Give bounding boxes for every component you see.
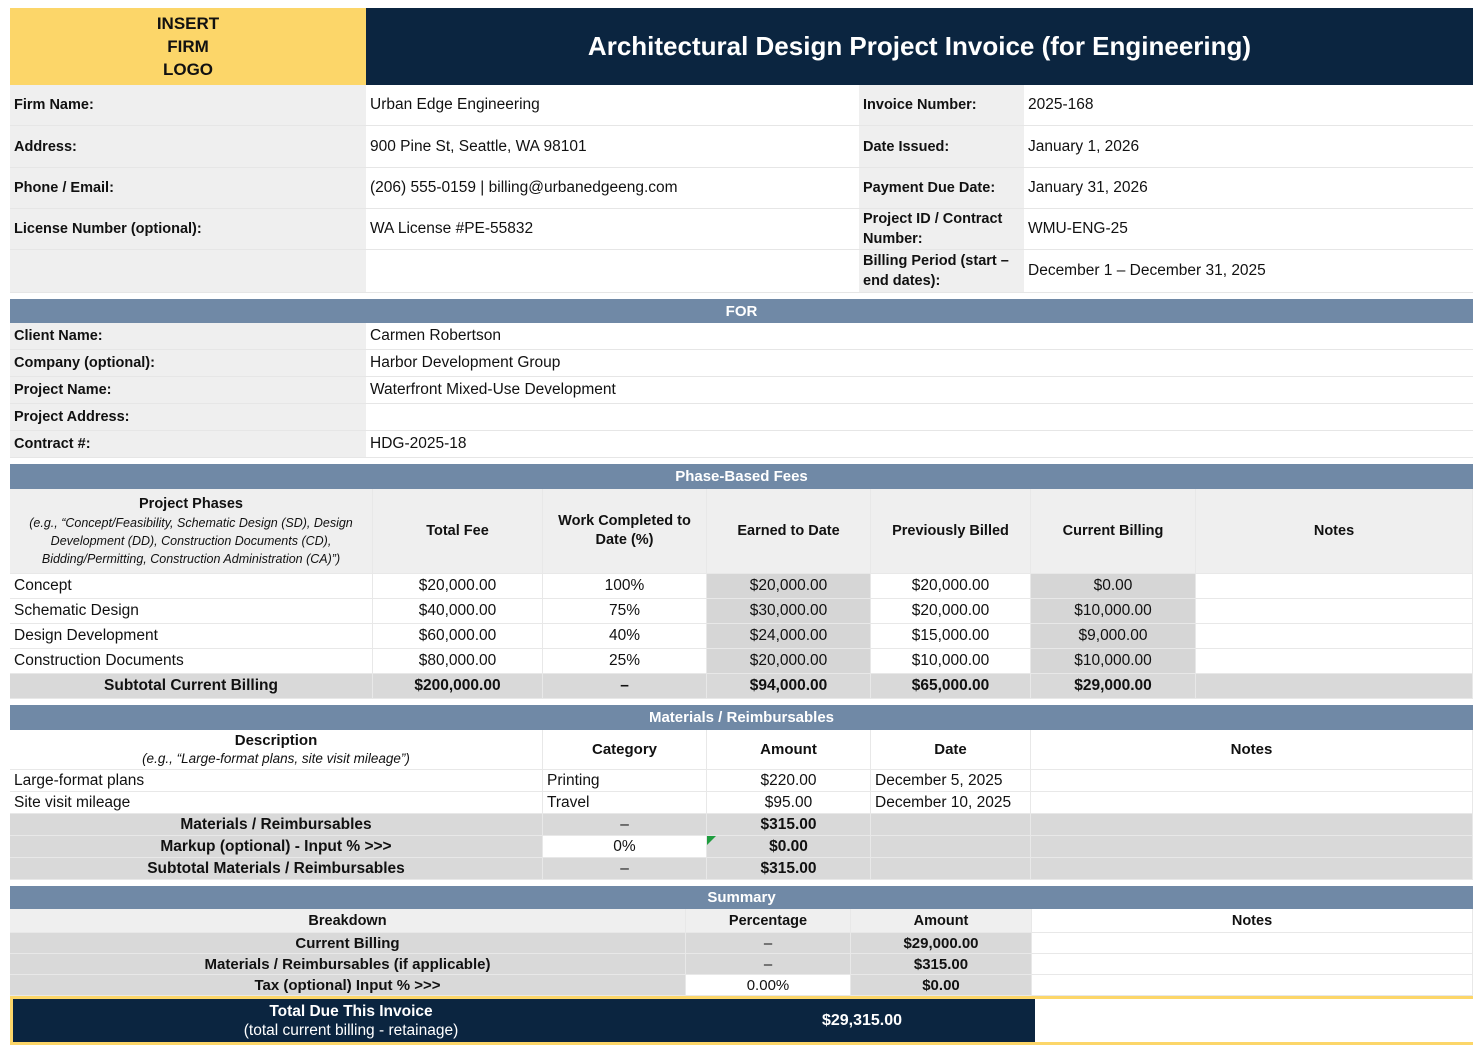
address-label: Address: xyxy=(10,126,366,168)
phase-subtotal-current: $29,000.00 xyxy=(1031,674,1196,699)
phase-earned-cell: $20,000.00 xyxy=(707,574,871,599)
total-due-notes[interactable] xyxy=(1035,999,1476,1042)
phase-earned-cell: $24,000.00 xyxy=(707,624,871,649)
col-current-billing: Current Billing xyxy=(1031,489,1196,574)
phase-subtotal-prev: $65,000.00 xyxy=(871,674,1031,699)
col-description xyxy=(10,730,543,770)
materials-total-notes xyxy=(1031,814,1473,836)
invoice-number-label: Invoice Number: xyxy=(859,85,1024,126)
summary-notes-cell[interactable] xyxy=(1032,954,1473,975)
markup-date xyxy=(871,836,1031,858)
materials-subtotal-label: Subtotal Materials / Reimbursables xyxy=(10,858,543,880)
phase-prev-cell[interactable]: $20,000.00 xyxy=(871,599,1031,624)
invoice-title: Architectural Design Project Invoice (for Engineering) xyxy=(366,8,1473,85)
materials-subtotal-date xyxy=(871,858,1031,880)
project-id-value[interactable]: WMU-ENG-25 xyxy=(1024,209,1473,250)
summary-tax-pct-input[interactable]: 0.00% xyxy=(686,975,851,996)
markup-notes xyxy=(1031,836,1473,858)
material-desc-cell[interactable]: Large-format plans xyxy=(10,770,543,792)
summary-current-billing-pct: – xyxy=(686,933,851,954)
total-due-title: Total Due This Invoice xyxy=(269,1002,433,1020)
project-name-value[interactable]: Waterfront Mixed-Use Development xyxy=(366,377,1473,404)
col-mat-notes: Notes xyxy=(1031,730,1473,770)
contract-value[interactable]: HDG-2025-18 xyxy=(366,431,1473,458)
phase-fees-header: Phase-Based Fees xyxy=(10,464,1473,489)
phase-name-cell[interactable]: Construction Documents xyxy=(10,649,373,674)
phase-current-cell: $10,000.00 xyxy=(1031,599,1196,624)
phase-name-cell[interactable]: Concept xyxy=(10,574,373,599)
phase-work-cell[interactable]: 100% xyxy=(543,574,707,599)
col-amount: Amount xyxy=(707,730,871,770)
materials-subtotal-category: – xyxy=(543,858,707,880)
phase-fee-cell[interactable]: $80,000.00 xyxy=(373,649,543,674)
phase-current-cell: $10,000.00 xyxy=(1031,649,1196,674)
materials-subtotal-notes xyxy=(1031,858,1473,880)
summary-materials-pct: – xyxy=(686,954,851,975)
summary-materials-amount: $315.00 xyxy=(851,954,1032,975)
billing-period-value[interactable]: December 1 – December 31, 2025 xyxy=(1024,250,1473,293)
summary-tax-amount: $0.00 xyxy=(851,975,1032,996)
billing-period-label: Billing Period (start – end dates): xyxy=(859,250,1024,293)
phone-email-label: Phone / Email: xyxy=(10,168,366,209)
phase-current-cell: $9,000.00 xyxy=(1031,624,1196,649)
phase-prev-cell[interactable]: $10,000.00 xyxy=(871,649,1031,674)
col-description-title: Description xyxy=(234,731,318,749)
summary-table xyxy=(10,909,1473,996)
summary-notes-cell[interactable] xyxy=(1032,933,1473,954)
col-project-phases-hint: (e.g., “Concept/Feasibility, Schematic Design (SD), Design Development (DD), Construction Documents (CD), Bidding/Permitting, Construction Administration (CA)”) xyxy=(29,515,353,566)
phone-email-value[interactable]: (206) 555-0159 | billing@urbanedgeeng.com xyxy=(366,168,859,209)
company-label: Company (optional): xyxy=(10,350,366,377)
contract-label: Contract #: xyxy=(10,431,366,458)
col-project-phases-title: Project Phases xyxy=(139,495,243,512)
col-category: Category xyxy=(543,730,707,770)
material-category-cell[interactable]: Travel xyxy=(543,792,707,814)
client-info xyxy=(10,323,1473,458)
phase-subtotal-label: Subtotal Current Billing xyxy=(10,674,373,699)
date-issued-label: Date Issued: xyxy=(859,126,1024,168)
date-issued-value[interactable]: January 1, 2026 xyxy=(1024,126,1473,168)
project-address-label: Project Address: xyxy=(10,404,366,431)
materials-subtotal-amount: $315.00 xyxy=(707,858,871,880)
client-name-label: Client Name: xyxy=(10,323,366,350)
project-id-label: Project ID / Contract Number: xyxy=(859,209,1024,250)
col-percentage: Percentage xyxy=(686,909,851,933)
phase-notes-cell[interactable] xyxy=(1196,574,1473,599)
col-breakdown: Breakdown xyxy=(10,909,686,933)
col-total-fee: Total Fee xyxy=(373,489,543,574)
license-value[interactable]: WA License #PE-55832 xyxy=(366,209,859,250)
col-sum-notes: Notes xyxy=(1032,909,1473,933)
total-due-row xyxy=(10,996,1473,1045)
material-notes-cell[interactable] xyxy=(1031,770,1473,792)
phase-earned-cell: $30,000.00 xyxy=(707,599,871,624)
material-date-cell[interactable]: December 5, 2025 xyxy=(871,770,1031,792)
material-date-cell[interactable]: December 10, 2025 xyxy=(871,792,1031,814)
project-name-label: Project Name: xyxy=(10,377,366,404)
license-label: License Number (optional): xyxy=(10,209,366,250)
material-desc-cell[interactable]: Site visit mileage xyxy=(10,792,543,814)
col-date: Date xyxy=(871,730,1031,770)
col-description-hint: (e.g., “Large-format plans, site visit mileage”) xyxy=(142,750,410,766)
total-due-amount: $29,315.00 xyxy=(821,1011,903,1029)
col-sum-amount: Amount xyxy=(851,909,1032,933)
firm-name-value[interactable]: Urban Edge Engineering xyxy=(366,85,859,126)
materials-total-label: Materials / Reimbursables xyxy=(10,814,543,836)
firm-logo-placeholder[interactable]: INSERT FIRM LOGO xyxy=(10,8,366,85)
phase-subtotal-notes xyxy=(1196,674,1473,699)
for-section-header: FOR xyxy=(10,299,1473,323)
invoice-header xyxy=(10,8,1473,85)
total-due-label xyxy=(13,999,689,1042)
total-due-subtitle: (total current billing - retainage) xyxy=(243,1021,459,1039)
firm-empty-value[interactable] xyxy=(366,250,859,293)
markup-label: Markup (optional) - Input % >>> xyxy=(10,836,543,858)
phase-name-cell[interactable]: Schematic Design xyxy=(10,599,373,624)
summary-materials-label: Materials / Reimbursables (if applicable) xyxy=(10,954,686,975)
firm-name-label: Firm Name: xyxy=(10,85,366,126)
summary-notes-cell[interactable] xyxy=(1032,975,1473,996)
firm-empty-label xyxy=(10,250,366,293)
phase-work-cell[interactable]: 40% xyxy=(543,624,707,649)
phase-notes-cell[interactable] xyxy=(1196,649,1473,674)
phase-name-cell[interactable]: Design Development xyxy=(10,624,373,649)
material-category-cell[interactable]: Printing xyxy=(543,770,707,792)
phase-fees-table xyxy=(10,489,1473,699)
client-name-value[interactable]: Carmen Robertson xyxy=(366,323,1473,350)
summary-current-billing-label: Current Billing xyxy=(10,933,686,954)
company-value[interactable]: Harbor Development Group xyxy=(366,350,1473,377)
markup-amount: $0.00 xyxy=(707,836,871,858)
col-project-phases xyxy=(10,489,373,574)
markup-percent-input[interactable]: 0% xyxy=(543,836,707,858)
invoice-number-value[interactable]: 2025-168 xyxy=(1024,85,1473,126)
col-previously-billed: Previously Billed xyxy=(871,489,1031,574)
summary-header: Summary xyxy=(10,886,1473,909)
payment-due-value[interactable]: January 31, 2026 xyxy=(1024,168,1473,209)
summary-tax-label: Tax (optional) Input % >>> xyxy=(10,975,686,996)
address-value[interactable]: 900 Pine St, Seattle, WA 98101 xyxy=(366,126,859,168)
firm-info xyxy=(10,85,1473,293)
phase-fee-cell[interactable]: $60,000.00 xyxy=(373,624,543,649)
phase-prev-cell[interactable]: $20,000.00 xyxy=(871,574,1031,599)
phase-fee-cell[interactable]: $20,000.00 xyxy=(373,574,543,599)
invoice-sheet xyxy=(10,8,1473,1045)
phase-notes-cell[interactable] xyxy=(1196,624,1473,649)
material-notes-cell[interactable] xyxy=(1031,792,1473,814)
materials-total-category: – xyxy=(543,814,707,836)
phase-subtotal-fee: $200,000.00 xyxy=(373,674,543,699)
materials-table xyxy=(10,730,1473,880)
material-amount-cell[interactable]: $95.00 xyxy=(707,792,871,814)
phase-work-cell[interactable]: 25% xyxy=(543,649,707,674)
phase-prev-cell[interactable]: $15,000.00 xyxy=(871,624,1031,649)
phase-subtotal-earned: $94,000.00 xyxy=(707,674,871,699)
phase-fee-cell[interactable]: $40,000.00 xyxy=(373,599,543,624)
phase-earned-cell: $20,000.00 xyxy=(707,649,871,674)
col-earned-to-date: Earned to Date xyxy=(707,489,871,574)
phase-current-cell: $0.00 xyxy=(1031,574,1196,599)
phase-work-cell[interactable]: 75% xyxy=(543,599,707,624)
project-address-value[interactable] xyxy=(366,404,1473,431)
phase-notes-cell[interactable] xyxy=(1196,599,1473,624)
materials-total-date xyxy=(871,814,1031,836)
summary-current-billing-amount: $29,000.00 xyxy=(851,933,1032,954)
phase-subtotal-work: – xyxy=(543,674,707,699)
materials-total-amount: $315.00 xyxy=(707,814,871,836)
col-notes: Notes xyxy=(1196,489,1473,574)
materials-header: Materials / Reimbursables xyxy=(10,705,1473,730)
payment-due-label: Payment Due Date: xyxy=(859,168,1024,209)
material-amount-cell[interactable]: $220.00 xyxy=(707,770,871,792)
col-work-completed: Work Completed to Date (%) xyxy=(543,489,707,574)
